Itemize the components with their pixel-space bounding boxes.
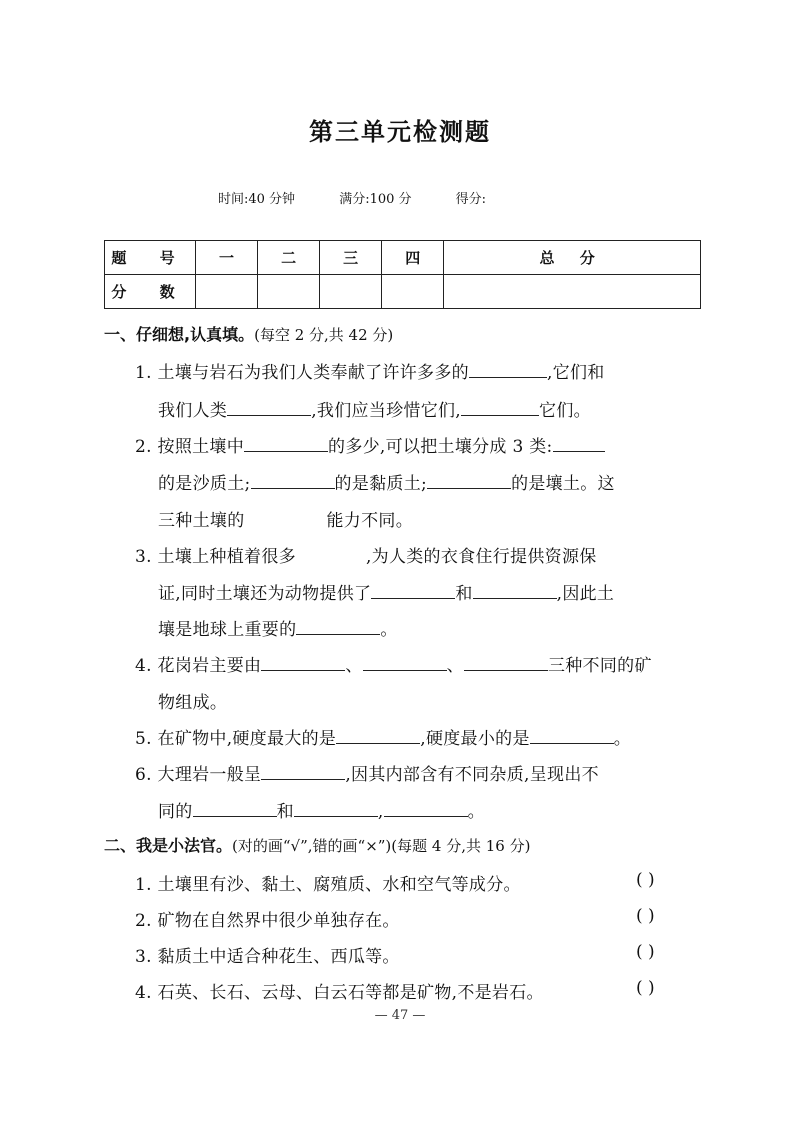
full-score: 满分:100 分: [339, 192, 412, 207]
exam-meta: [218, 188, 526, 207]
page-title: 第三单元检测题: [309, 118, 491, 146]
judge-item-1: 1. 土壤里有沙、黏土、腐殖质、水和空气等成分。: [135, 875, 521, 895]
judge-item-2: 2. 矿物在自然界中很少单独存在。: [135, 911, 400, 931]
blank[interactable]: [371, 584, 455, 599]
judge-item-3: 3. 黏质土中适合种花生、西瓜等。: [135, 947, 400, 967]
answer-paren-3[interactable]: ( ): [636, 942, 655, 962]
q1-line-2: 我们人类 ,我们应当珍惜它们, 它们。: [158, 401, 591, 421]
time-limit: 时间:40 分钟: [218, 192, 296, 207]
q1-line-1: 1. 土壤与岩石为我们人类奉献了许许多多的 ,它们和: [135, 363, 605, 383]
blank[interactable]: [473, 584, 557, 599]
col-3: 三: [320, 241, 382, 275]
blank[interactable]: [251, 474, 335, 489]
col-total: 总 分: [444, 241, 701, 275]
q2-line-1: 2. 按照土壤中 的多少,可以把土壤分成 3 类:: [135, 432, 605, 457]
q2-line-2: 的是沙质土; 的是黏质土; 的是壤土。这: [158, 474, 615, 494]
blank[interactable]: [469, 363, 547, 378]
section-1-heading: 一、仔细想,认真填。(每空 2 分,共 42 分): [104, 325, 394, 344]
section-2-heading: 二、我是小法官。(对的画“√”,错的画“×”)(每题 4 分,共 16 分): [104, 836, 531, 855]
blank[interactable]: [530, 729, 614, 744]
score-table-header-row: [105, 241, 701, 275]
score-table-score-row: [105, 275, 701, 309]
col-4: 四: [382, 241, 444, 275]
q5-line-1: 5. 在矿物中,硬度最大的是 ,硬度最小的是 。: [135, 729, 632, 749]
answer-paren-2[interactable]: ( ): [636, 906, 655, 926]
score-cell-1[interactable]: [196, 275, 258, 309]
blank[interactable]: [294, 802, 378, 817]
score-table: [104, 240, 701, 309]
score-cell-total[interactable]: [444, 275, 701, 309]
score-cell-2[interactable]: [258, 275, 320, 309]
answer-paren-1[interactable]: ( ): [636, 870, 655, 890]
blank[interactable]: [336, 729, 420, 744]
q6-line-2: 同的 和 , 。: [158, 802, 485, 822]
blank[interactable]: [464, 656, 548, 671]
q4-line-2: 物组成。: [158, 693, 228, 713]
q4-line-1: 4. 花岗岩主要由 、 、 三种不同的矿: [135, 656, 652, 676]
score-cell-4[interactable]: [382, 275, 444, 309]
judge-item-4: 4. 石英、长石、云母、白云石等都是矿物,不是岩石。: [135, 983, 544, 1003]
score-cell-3[interactable]: [320, 275, 382, 309]
q2-line-3: 三种土壤的 能力不同。: [158, 511, 413, 531]
q3-line-1: 3. 土壤上种植着很多 ,为人类的衣食住行提供资源保: [135, 547, 597, 567]
blank[interactable]: [427, 474, 511, 489]
score-row-label: 分 数: [105, 275, 196, 309]
blank[interactable]: [193, 802, 277, 817]
blank[interactable]: [461, 401, 539, 416]
col-1: 一: [196, 241, 258, 275]
q6-line-1: 6. 大理岩一般呈 ,因其内部含有不同杂质,呈现出不: [135, 765, 599, 785]
blank[interactable]: [553, 437, 605, 452]
blank[interactable]: [363, 656, 447, 671]
question-number-label: 题 号: [105, 241, 196, 275]
q3-line-2: 证,同时土壤还为动物提供了 和 ,因此土: [158, 584, 615, 604]
col-2: 二: [258, 241, 320, 275]
blank[interactable]: [261, 765, 345, 780]
blank[interactable]: [384, 802, 468, 817]
answer-paren-4[interactable]: ( ): [636, 978, 655, 998]
score-label: 得分:: [455, 192, 487, 207]
page-number: — 47 —: [374, 1008, 426, 1023]
blank[interactable]: [227, 401, 311, 416]
q3-line-3: 壤是地球上重要的 。: [158, 620, 398, 640]
blank[interactable]: [261, 656, 345, 671]
blank[interactable]: [244, 437, 328, 452]
blank[interactable]: [296, 620, 380, 635]
